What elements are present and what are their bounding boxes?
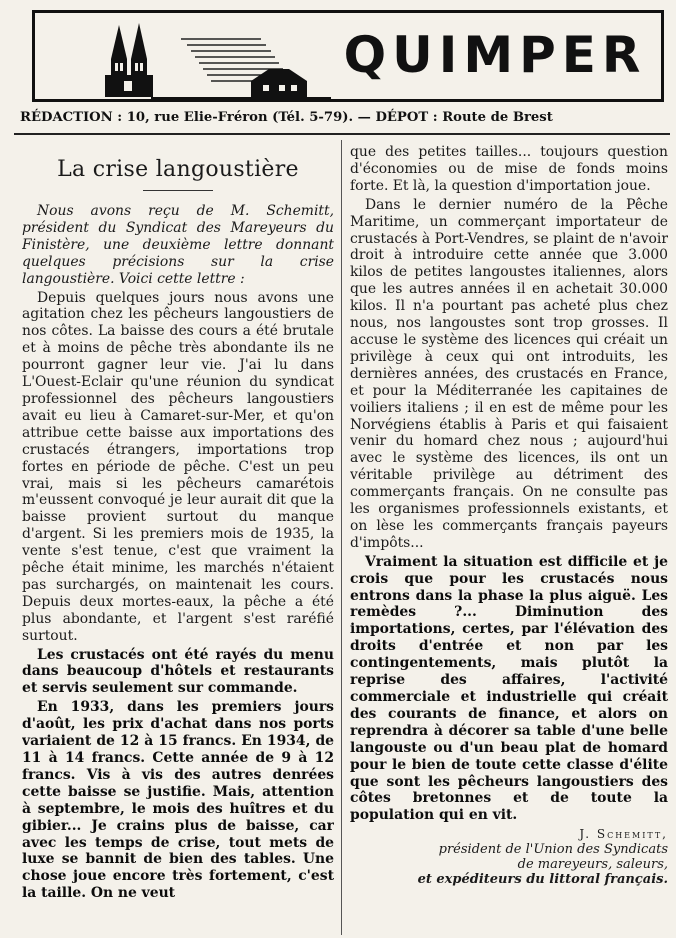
article-signature: [350, 827, 668, 887]
article-intro: Nous avons reçu de M. Schemitt, président du Syndicat des Mareyeurs du Finistère, une deuxième lettre donnant quelques précisions sur la crise langoustière. Voici cette lettre :: [22, 203, 334, 287]
article-paragraph: En 1933, dans les premiers jours d'août, les prix d'achat dans nos ports variaient de 12 à 15 francs. En 1934, de 11 à 14 francs. Cette année de 9 à 12 francs. Vis à vis des autres denrées cette baisse se justifie. Mais, attention à septembre, le mois des huîtres et du gibier... Je crains plus de baisse, car avec les temps de crise, tout mets de luxe se bannit de bien des tables. Une chose joue encore très fortement, c'est la taille. On ne veut: [22, 699, 334, 902]
masthead: [32, 10, 664, 102]
article-column-right: [350, 144, 668, 934]
info-line: RÉDACTION : 10, rue Elie-Fréron (Tél. 5-79). — DÉPOT : Route de Brest: [20, 110, 553, 125]
article-paragraph: Dans le dernier numéro de la Pêche Maritime, un commerçant importateur de crustacés à Port-Vendres, se plaint de n'avoir droit à introduire cette année que 3.000 kilos de petites langoustes italiennes, alors que les autres années il en achetait 30.000 kilos. Il n'a pourtant pas acheté plus chez nous, nos langoustes sont trop grosses. Il accuse le système des licences qui créait un privilège à ceux qui ont introduits, les dernières années, des crustacés en France, et pour la Méditerranée les capitaines de voiliers italiens ; il en est de même pour les Norvégiens établis à Paris et qui faisaient venir du homard chez nous ; aujourd'hui avec le système des licences, ils ont un véritable privilège au détriment des commerçants français. On ne consulte pas les organismes professionnels existants, et on lèse les commerçants français payeurs d'impôts...: [350, 196, 668, 551]
cathedral-spires-and-house-icon: [91, 17, 341, 101]
article-paragraph: Les crustacés ont été rayés du menu dans beaucoup d'hôtels et restaurants et servis seulement sur commande.: [22, 646, 334, 697]
article-title: La crise langoustière: [57, 157, 299, 182]
article-column-left: [22, 144, 334, 934]
signature-name: J. Schemitt,: [579, 827, 668, 842]
title-rule: [143, 190, 213, 191]
article-paragraph: que des petites tailles... toujours question d'économies ou de mise de fonds moins forte. Et là, la question d'importation joue.: [350, 144, 668, 194]
signature-line: et expéditeurs du littoral français.: [417, 872, 668, 888]
article-paragraph: Vraiment la situation est difficile et je crois que pour les crustacés nous entrons dans la phase la plus aiguë. Les remèdes ?... Diminution des importations, certes, par l'élévation des droits d'entrée et non par les contingentements, mais plutôt la reprise des affaires, l'activité commerciale et industrielle qui créait des courants de finance, et alors on reprendra à décorer sa table d'une belle langouste ou d'un beau plat de homard pour le bien de toute cette classe d'élite que sont les pêcheurs langoustiers des côtes bretonnes et de toute la population qui en vit.: [350, 553, 668, 824]
signature-line: de mareyeurs, saleurs,: [517, 857, 668, 873]
signature-line: président de l'Union des Syndicats: [438, 842, 668, 858]
column-rule: [341, 140, 342, 935]
article-paragraph: Depuis quelques jours nous avons une agitation chez les pêcheurs langoustiers de nos côtes. La baisse des cours a été brutale et à moins de pêche très abondante ils ne pourront gagner leur vie. J'ai lu dans L'Ouest-Eclair qu'une réunion du syndicat professionnel des pêcheurs langoustiers avait eu lieu à Camaret-sur-Mer, et qu'on attribue cette baisse aux importations des crustacés étrangers, importations trop fortes en période de pêche. C'est un peu vrai, mais si les pêcheurs camarétois m'eussent convoqué je leur aurait dit que la baisse provient surtout du manque d'argent. Si les premiers mois de 1935, la vente s'est tenue, c'est que vraiment la pêche était minime, les marchés n'étaient pas surchargés, on maintenait les cours. Depuis deux mortes-eaux, la pêche a été plus abondante, et l'argent s'est raréfié surtout.: [22, 289, 334, 644]
header-rule: [14, 133, 670, 135]
masthead-title: QUIMPER: [343, 26, 647, 84]
